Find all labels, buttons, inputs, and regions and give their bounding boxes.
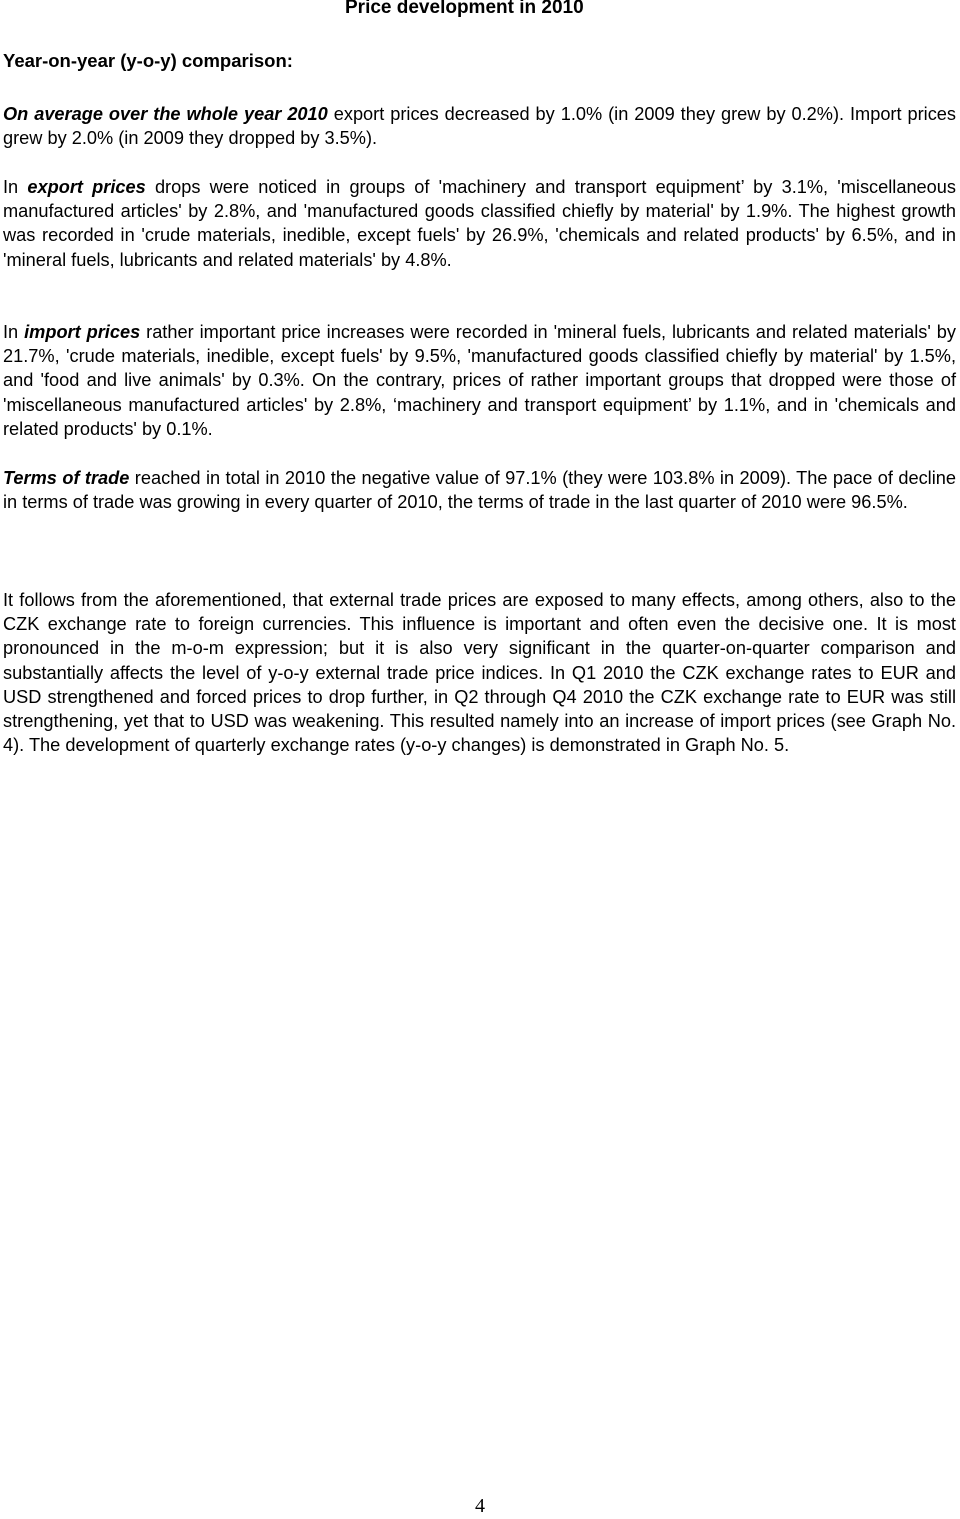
paragraph-export-prices [3, 175, 956, 272]
paragraph-text: export prices decreased by 1.0% (in 2009 they grew by 0.2%). Import prices grew by 2.0% (in 2009 they dropped by 3.5%). [3, 104, 956, 149]
section-heading: Year-on-year (y-o-y) comparison: [3, 50, 293, 71]
paragraph-text: reached in total in 2010 the negative value of 97.1% (they were 103.8% in 2009). The pace of decline in terms of trade was growing in every quarter of 2010, the terms of trade in the last quarter of 2010 were 96.5%. [3, 468, 956, 513]
term-terms-of-trade: Terms of trade [3, 468, 130, 488]
term-import-prices: import prices [24, 322, 141, 342]
paragraph-text: rather important price increases were recorded in 'mineral fuels, lubricants and related materials' by 21.7%, 'crude materials, inedible, except fuels' by 9.5%, 'manufactured goods classified chiefly by material' by 1.5%, and 'food and live animals' by 0.3%. On the contrary, prices of rather important groups that dropped were those of 'miscellaneous manufactured articles' by 2.8%, ‘machinery and transport equipment’ by 1.1%, and in 'chemicals and related products' by 0.1%. [3, 322, 956, 439]
document-title: Price development in 2010 [345, 0, 584, 18]
paragraph-exchange-rates: It follows from the aforementioned, that external trade prices are exposed to many effects, among others, also to the CZK exchange rate to foreign currencies. This influence is important and often even the decisive one. It is most pronounced in the m-o-m expression; but it is also very significant in the quarter-on-quarter comparison and substantially affects the level of y-o-y external trade price indices. In Q1 2010 the CZK exchange rates to EUR and USD strengthened and forced prices to drop further, in Q2 through Q4 2010 the CZK exchange rate to EUR was still strengthening, yet that to USD was weakening. This resulted namely into an increase of import prices (see Graph No. 4). The development of quarterly exchange rates (y-o-y changes) is demonstrated in Graph No. 5. [3, 590, 956, 756]
paragraph-import-prices [3, 320, 956, 441]
paragraph-lead-emphasis: On average over the whole year 2010 [3, 104, 328, 124]
term-export-prices: export prices [27, 177, 146, 197]
page-number: 4 [475, 1495, 485, 1517]
paragraph-annual-average [3, 102, 956, 150]
paragraph-text: drops were noticed in groups of 'machinery and transport equipment’ by 3.1%, 'miscellaneous manufactured articles' by 2.8%, and 'manufactured goods classified chiefly by material' by 1.9%. The highest growth was recorded in 'crude materials, inedible, except fuels' by 26.9%, 'chemicals and related products' by 6.5%, and in 'mineral fuels, lubricants and related materials' by 4.8%. [3, 177, 956, 270]
paragraph-terms-of-trade [3, 466, 956, 514]
paragraph-prefix: In [3, 177, 28, 197]
paragraph-prefix: In [3, 322, 25, 342]
